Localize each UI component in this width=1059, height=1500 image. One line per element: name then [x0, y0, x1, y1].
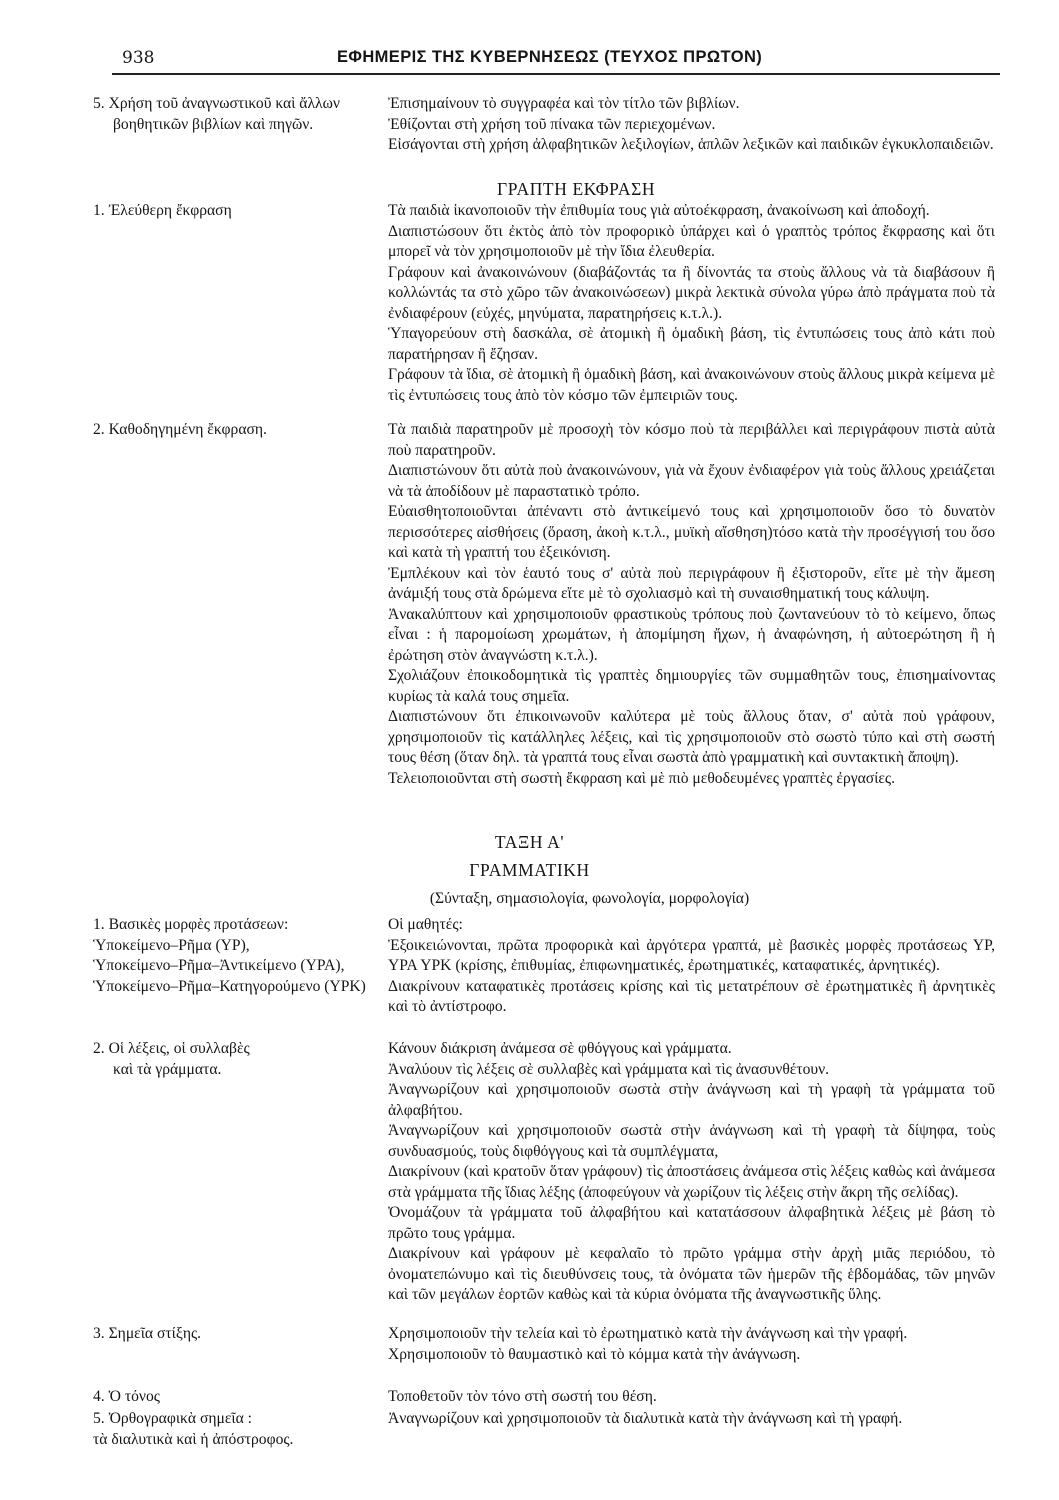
paragraph: Ὀνομάζουν τὰ γράμματα τοῦ ἀλφαβήτου καὶ κατατάσσουν ἀλφαβητικὰ λέξεις μὲ βάση τὸ πρῶτο τους γράμμα.: [388, 1204, 995, 1242]
page-header: [0, 44, 1059, 74]
free-expression-text: [388, 201, 995, 406]
label-line: Ὑποκείμενο–Ρῆμα (ΥΡ),: [93, 936, 250, 954]
paragraph: Ἐμπλέκουν καὶ τὸν ἑαυτό τους σ' αὐτὰ ποὺ περιγράφουν ἢ ἐξιστοροῦν, εἴτε μὲ τὴν ἄμεση ἀνάμιξή τους στὰ δρώμενα εἴτε μὲ τὸ σχολιασμὸ καὶ τὴ συναισθηματική τους κάλυψη.: [388, 564, 995, 602]
paragraph: Χρησιμοποιοῦν τὸ θαυμαστικὸ καὶ τὸ κόμμα κατὰ τὴν ἀνάγνωση.: [388, 1345, 801, 1363]
gazette-title: ΕΦΗΜΕΡΙΣ ΤΗΣ ΚΥΒΕΡΝΗΣΕΩΣ (ΤΕΥΧΟΣ ΠΡΩΤΟΝ): [337, 48, 763, 66]
paragraph: Ἐπισημαίνουν τὸ συγγραφέα καὶ τὸν τίτλο τῶν βιβλίων.: [388, 95, 740, 112]
label-line: Ὑποκείμενο–Ρῆμα–Κατηγορούμενο (ΥΡΚ): [93, 977, 366, 995]
paragraph: Διακρίνουν καὶ γράφουν μὲ κεφαλαῖο τὸ πρῶτο γράμμα στὴν ἀρχὴ μιᾶς περιόδου, τὸ ὀνοματεπώνυμο καὶ τὶς διευθύνσεις τους, τὰ ὀνόματα τῶν ἡμερῶν τῆς ἑβδομάδας, τῶν μηνῶν καὶ τῶν μεγάλων ἑορτῶν καθὼς καὶ τὰ κύρια ὀνόματα τῆς ἀναγνωστικῆς ὕλης.: [388, 1245, 995, 1303]
paragraph: Ὑπαγορεύουν στὴ δασκάλα, σὲ ἀτομικὴ ἢ ὁμαδικὴ βάση, τὶς ἐντυπώσεις τους ἀπὸ κάτι ποὺ παρατήρησαν ἢ ἔζησαν.: [388, 325, 995, 363]
paragraph: Σχολιάζουν ἐποικοδομητικὰ τὶς γραπτὲς δημιουργίες τῶν συμμαθητῶν τους, ἐπισημαίνοντας κυρίως τὰ καλά τους σημεῖα.: [388, 667, 995, 705]
letters-label: [93, 1039, 388, 1080]
paragraph: Εἰσάγονται στὴ χρήση ἀλφαβητικῶν λεξιλογίων, ἁπλῶν λεξικῶν καὶ παιδικῶν ἐγκυκλοπαιδειῶν.: [388, 136, 994, 153]
class-heading: ΤΑΞΗ Α': [494, 832, 565, 852]
paragraph: Τὰ παιδιὰ ἱκανοποιοῦν τὴν ἐπιθυμία τους γιὰ αὐτοέκφραση, ἀνακοίνωση καὶ ἀποδοχή.: [388, 202, 930, 219]
paragraph: Ἀναλύουν τὶς λέξεις σὲ συλλαβὲς καὶ γράμματα καὶ τὶς ἀνασυνθέτουν.: [388, 1060, 830, 1078]
paragraph: Διακρίνουν καταφατικὲς προτάσεις κρίσης καὶ τὶς μετατρέπουν σὲ ἐρωτηματικὲς ἢ ἀρνητικὲς καὶ τὸ ἀντίστροφο.: [388, 977, 995, 1015]
orthographic-marks-label: [93, 1409, 388, 1450]
label-line: 5. Ὀρθογραφικὰ σημεῖα :: [93, 1410, 253, 1427]
written-expression-title: ΓΡΑΠΤΗ ΕΚΦΡΑΣΗ: [497, 179, 656, 199]
letters-text: [388, 1039, 995, 1306]
grammar-subheading: (Σύνταξη, σημασιολογία, φωνολογία, μορφολογία): [429, 890, 750, 907]
label-line: Ὑποκείμενο–Ρῆμα–Ἀντικείμενο (ΥΡΑ),: [93, 957, 345, 974]
paragraph: Ἀναγνωρίζουν καὶ χρησιμοποιοῦν σωστὰ στὴν ἀνάγνωση καὶ τὴ γραφὴ τὰ δίψηφα, τοὺς συνδυασμούς, τοὺς διφθόγγους καὶ τὰ συμπλέγματα,: [388, 1122, 995, 1160]
guided-expression-text: [388, 420, 995, 789]
free-expression-label: 1. Ἐλεύθερη ἔκφραση: [93, 202, 232, 219]
sentence-forms-text: [388, 915, 995, 1018]
label-line: 1. Βασικὲς μορφὲς προτάσεων:: [93, 916, 289, 933]
paragraph: Εὐαισθητοποιοῦνται ἀπέναντι στὸ ἀντικείμενό τους καὶ χρησιμοποιοῦν ὅσο τὸ δυνατὸν περισσότερες αἰσθήσεις (ὅραση, ἀκοὴ κ.τ.λ., μυϊκὴ αἴσθηση)τόσο κατὰ τὴν προσέγγισή του ὅσο καὶ κατὰ τὴ γραπτή του ἐξεικόνιση.: [388, 503, 995, 561]
paragraph: Ἐξοικειώνονται, πρῶτα προφορικὰ καὶ ἀργότερα γραπτά, μὲ βασικὲς μορφὲς προτάσεως ΥΡ, ΥΡΑ ΥΡΚ (κρίσης, ἐπιθυμίας, ἐπιφωνηματικές, ἐρωτηματικές, καταφατικές, ἀρνητικές).: [388, 936, 995, 974]
paragraph: Ἐθίζονται στὴ χρήση τοῦ πίνακα τῶν περιεχομένων.: [388, 115, 716, 133]
paragraph: Τὰ παιδιὰ παρατηροῦν μὲ προσοχὴ τὸν κόσμο ποὺ τὰ περιβάλλει καὶ περιγράφουν πιστὰ αὐτὰ ποὺ παρατηροῦν.: [388, 421, 995, 459]
paragraph: Οἱ μαθητές:: [388, 916, 463, 933]
accent-label: 4. Ὁ τόνος: [93, 1388, 160, 1405]
sentence-forms-label: [93, 915, 393, 997]
paragraph: Ἀναγνωρίζουν καὶ χρησιμοποιοῦν σωστὰ στὴν ἀνάγνωση καὶ τὴ γραφὴ τὰ γράμματα τοῦ ἀλφαβήτου.: [388, 1081, 995, 1119]
paragraph: Διαπιστώσουν ὅτι ἐκτὸς ἀπὸ τὸν προφορικὸ ὑπάρχει καὶ ὁ γραπτὸς τρόπος ἔκφρασης καὶ ὅτι μπορεῖ νὰ τὸν χρησιμοποιοῦν μὲ τὴν ἴδια ἐλευθερία.: [388, 222, 995, 260]
paragraph: Διαπιστώνουν ὅτι αὐτὰ ποὺ ἀνακοινώνουν, γιὰ νὰ ἔχουν ἐνδιαφέρον γιὰ τοὺς ἄλλους χρειάζεται νὰ τὰ ἀποδίδουν μὲ παραστατικὸ τρόπο.: [388, 462, 995, 500]
accent-text: Τοποθετοῦν τὸν τόνο στὴ σωστή του θέση.: [388, 1388, 657, 1405]
paragraph: Χρησιμοποιοῦν τὴν τελεία καὶ τὸ ἐρωτηματικὸ κατὰ τὴν ἀνάγνωση καὶ τὴν γραφή.: [388, 1325, 908, 1342]
paragraph: Τελειοποιοῦνται στὴ σωστὴ ἔκφραση καὶ μὲ πιὸ μεθοδευμένες γραπτὲς ἐργασίες.: [388, 769, 896, 787]
punctuation-text: [388, 1324, 995, 1365]
page-number: 938: [122, 48, 155, 68]
orthographic-marks-text: Ἀναγνωρίζουν καὶ χρησιμοποιοῦν τὰ διαλυτικὰ κατὰ τὴν ἀνάγνωση καὶ τὴ γραφή.: [388, 1410, 903, 1427]
guided-expression-label: 2. Καθοδηγημένη ἔκφραση.: [93, 421, 267, 438]
reading-aids-text: [388, 94, 995, 156]
paragraph: Γράφουν τὰ ἴδια, σὲ ἀτομικὴ ἢ ὁμαδικὴ βάση, καὶ ἀνακοινώνουν στοὺς ἄλλους μικρὰ κείμενα μὲ τὶς ἐντυπώσεις τους ἀπὸ τὸν κόσμο τῶν ἐμπειριῶν τους.: [388, 366, 995, 404]
label-line: 2. Οἱ λέξεις, οἱ συλλαβὲς: [93, 1040, 250, 1057]
paragraph: Ἀνακαλύπτουν καὶ χρησιμοποιοῦν φραστικοὺς τρόπους ποὺ ζωντανεύουν τὸ τὸ κείμενο, ὅπως εἶναι : ἡ παρομοίωση χρωμάτων, ἡ ἀπομίμηση ἤχων, ἡ ἀναφώνηση, ἡ αὐτοερώτηση ἢ ἡ ἐρώτηση στὸν ἀναγνώστη κ.τ.λ.).: [388, 605, 995, 664]
label-line: τὰ διαλυτικὰ καὶ ἡ ἀπόστροφος.: [93, 1430, 294, 1448]
label-line: καὶ τὰ γράμματα.: [113, 1060, 222, 1078]
header-rule: [112, 73, 1000, 75]
punctuation-label: 3. Σημεῖα στίξης.: [93, 1325, 202, 1342]
grammar-heading: ΓΡΑΜΜΑΤΙΚΗ: [469, 860, 590, 880]
paragraph: Διακρίνουν (καὶ κρατοῦν ὅταν γράφουν) τὶς ἀποστάσεις ἀνάμεσα στὶς λέξεις καθὼς καὶ ἀνάμεσα στὰ γράμματα τῆς ἴδιας λέξης (ἀποφεύγουν νὰ χωρίζουν τὶς λέξεις στὴν ἄκρη τῆς σελίδας).: [388, 1163, 995, 1201]
paragraph: Κάνουν διάκριση ἀνάμεσα σὲ φθόγγους καὶ γράμματα.: [388, 1040, 732, 1057]
paragraph: Γράφουν καὶ ἀνακοινώνουν (διαβάζοντάς τα ἢ δίνοντάς τα στοὺς ἄλλους νὰ τὰ διαβάσουν ἢ κολλώντάς τα στὸ χῶρο τῶν ἀνακοινώσεων) μικρὰ λεκτικὰ σύνολα γύρω ἀπὸ πράγματα ποὺ τὰ ἐνδιαφέρουν (εὐχές, μηνύματα, παρατηρήσεις κ.τ.λ.).: [388, 263, 995, 322]
reading-aids-label: [93, 94, 388, 135]
paragraph: Διαπιστώνουν ὅτι ἐπικοινωνοῦν καλύτερα μὲ τοὺς ἄλλους ὅταν, σ' αὐτὰ ποὺ γράφουν, χρησιμοποιοῦν τὶς κατάλληλες λέξεις, καὶ τὶς χρησιμοποιοῦν στὸ σωστὸ τύπο καὶ στὴ σωστή τους θέση (ὅταν δηλ. τὰ γραπτά τους εἶναι σωστὰ ἀπὸ γραμματικὴ καὶ συντακτικὴ ἄποψη).: [388, 708, 995, 766]
label-line: 5. Χρήση τοῦ ἀναγνωστικοῦ καὶ ἄλλων: [93, 95, 340, 112]
label-line: βοηθητικῶν βιβλίων καὶ πηγῶν.: [113, 115, 314, 133]
